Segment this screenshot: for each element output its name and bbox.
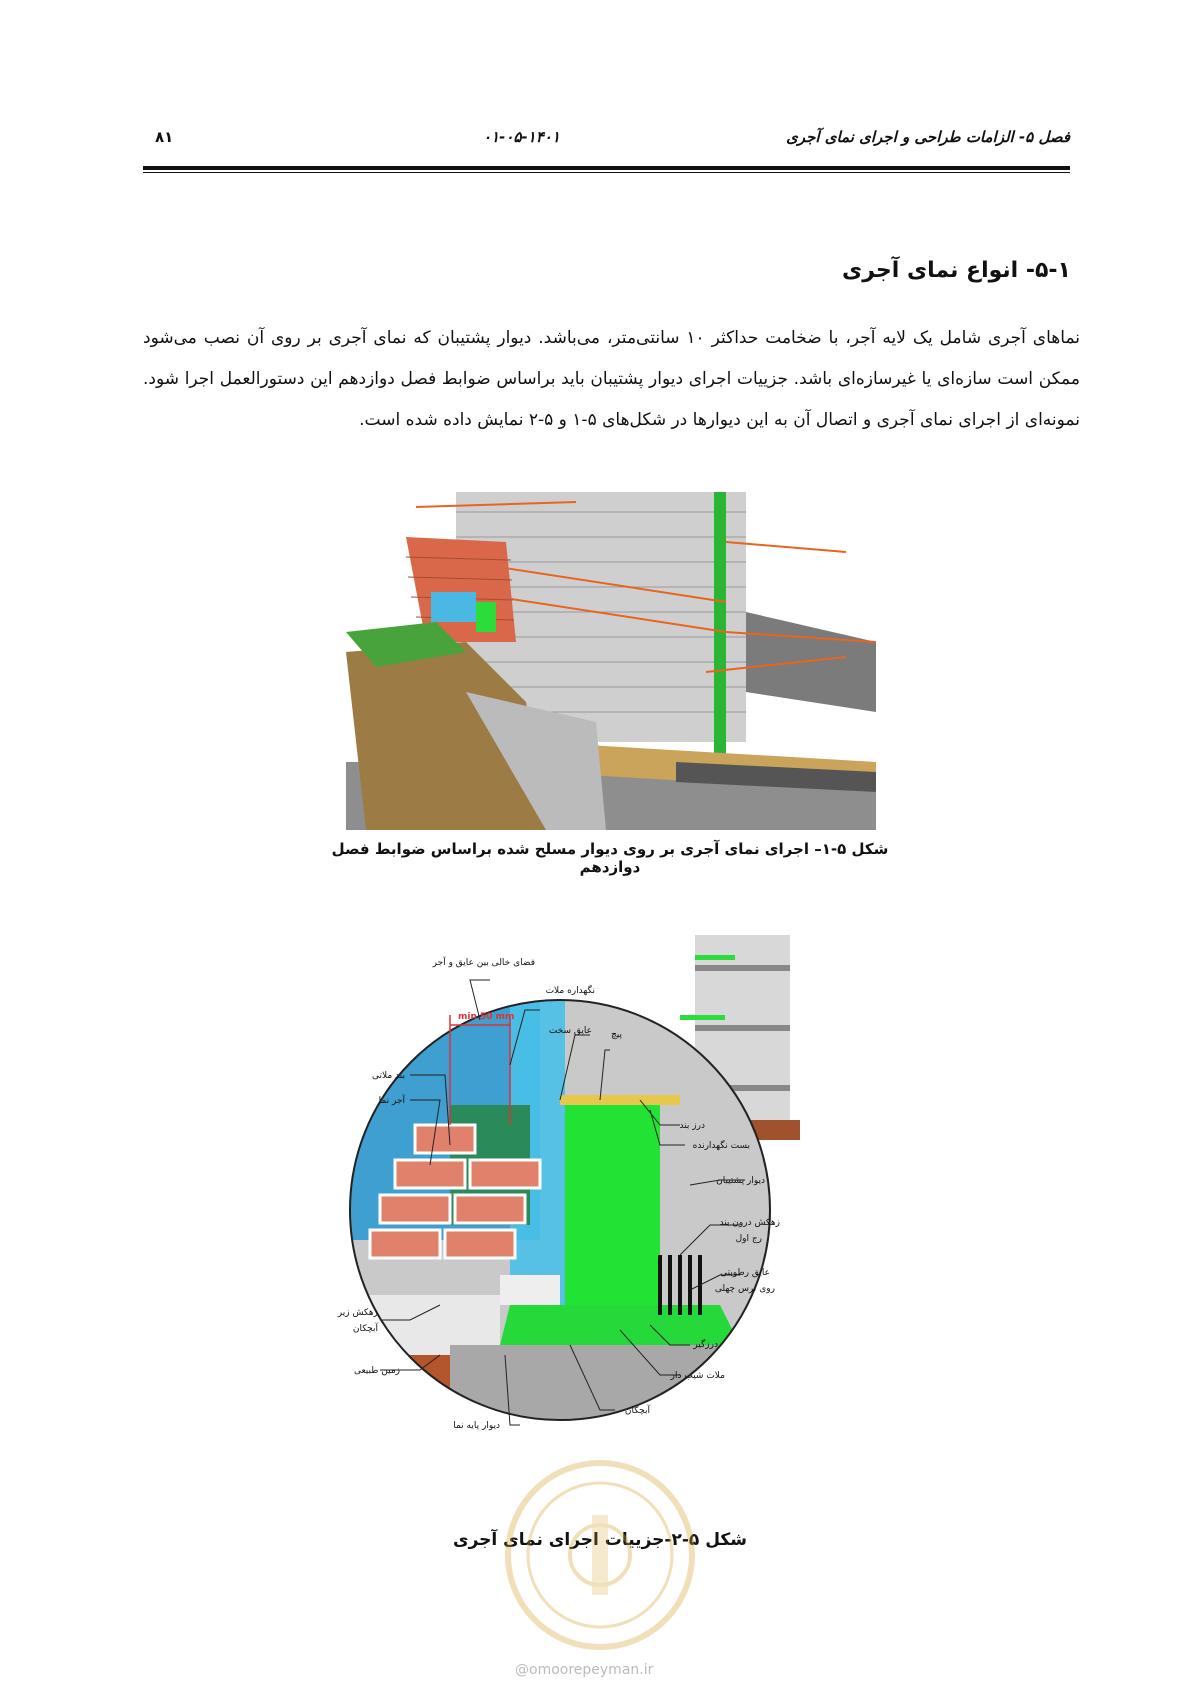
header-date: ۰۱-۰۵-۱۴۰۱ xyxy=(483,128,560,146)
label-screw: پیچ xyxy=(610,1030,622,1040)
watermark-url: @omoorepeyman.ir xyxy=(515,1662,654,1678)
label-air-gap: فضای خالی بین عایق و آجر xyxy=(432,958,535,968)
label-joint-filler: درزگیر xyxy=(693,1340,718,1350)
watermark-seal-icon xyxy=(500,1455,700,1655)
dimension-label: min 50 mm xyxy=(458,1012,515,1022)
header-rule-thick xyxy=(143,166,1070,170)
label-facade-brick: آجر نما xyxy=(378,1096,405,1106)
label-weep-2: رج اول xyxy=(735,1234,762,1244)
figure-2-image xyxy=(337,925,880,1520)
label-natural-ground: زمین طبیعی xyxy=(353,1366,400,1376)
label-joint-sealant: درز بند xyxy=(679,1121,705,1131)
label-mortar-joint: بند ملاتی xyxy=(371,1071,405,1081)
label-backup-wall: دیوار پشتیبان xyxy=(716,1176,765,1186)
label-weep-1: زهکش درون بند xyxy=(719,1218,780,1228)
label-membrane-2: روی ترس چهلی xyxy=(714,1284,775,1294)
figure-1-image xyxy=(346,492,876,830)
label-membrane-1: عایق رطوبتی xyxy=(720,1268,770,1278)
label-retaining-clip: بست نگهدارنده xyxy=(692,1141,750,1151)
figure-1-caption: شکل ۵-۱– اجرای نمای آجری بر روی دیوار مسلح شده براساس ضوابط فصل دوازدهم xyxy=(331,840,889,876)
label-drain-under-2: آبچکان xyxy=(352,1324,378,1334)
section-title: ۵-۱- انواع نمای آجری xyxy=(842,258,1071,283)
page-number: ۸۱ xyxy=(155,128,174,146)
chapter-title: فصل ۵- الزامات طراحی و اجرای نمای آجری xyxy=(786,128,1070,146)
page-header xyxy=(143,128,1070,154)
label-base-wall: دیوار پایه نما xyxy=(453,1421,500,1431)
header-rule-thin xyxy=(143,172,1070,173)
label-drain-under-1: زهکش زیر xyxy=(337,1308,378,1318)
label-rigid-insulation: عایق سخت xyxy=(548,1026,592,1036)
label-mortar-holder: نگهداره ملات xyxy=(545,986,595,996)
label-flashing: آبچکان xyxy=(624,1406,650,1416)
label-sloped-mortar: ملات شیب دار xyxy=(670,1371,725,1381)
figure-2-caption: شکل ۵-۲-جزییات اجرای نمای آجری xyxy=(452,1530,747,1550)
section-paragraph: نماهای آجری شامل یک لایه آجر، با ضخامت حداکثر ۱۰ سانتی‌متر، می‌باشد. دیوار پشتیبان که نمای آجری بر روی آن نصب می‌شود ممکن است سازه‌ای یا غیرسازه‌ای باشد. جزییات اجرای دیوار پشتیبان باید براساس ضوابط فصل دوازدهم این دستورالعمل اجرا شود. نمونه‌ای از اجرای نمای آجری و اتصال آن به این دیوارها در شکل‌های ۵-۱ و ۵-۲ نمایش داده شده است. xyxy=(143,328,1080,430)
